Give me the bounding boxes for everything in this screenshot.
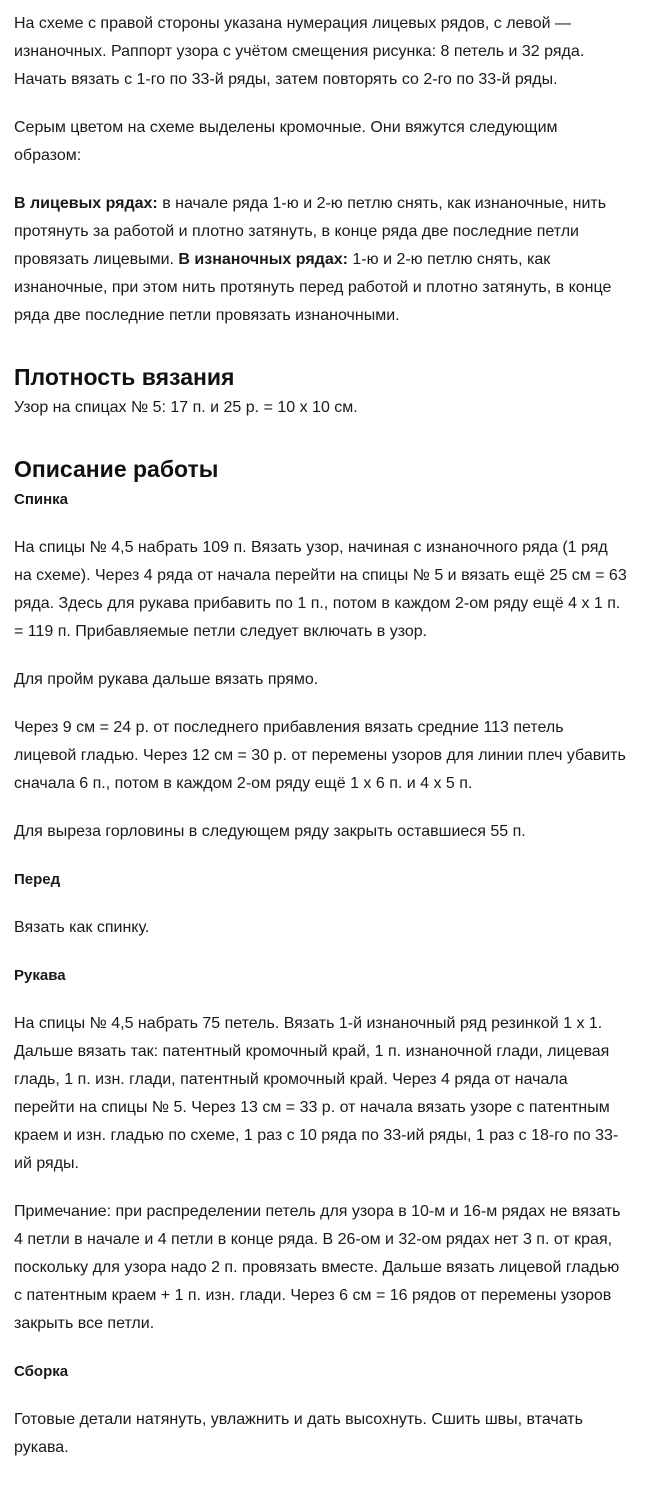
- front-title: Перед: [14, 871, 61, 888]
- front-paragraph-1: Вязать как спинку.: [14, 919, 150, 936]
- purl-rows-label: В изнаночных рядах:: [178, 251, 348, 268]
- density-heading: Плотность вязания: [14, 364, 235, 390]
- work-heading: Описание работы: [14, 456, 219, 482]
- assembly-paragraph-1: Готовые детали натянуть, увлажнить и дать высохнуть. Сшить швы, втачать рукава.: [14, 1411, 583, 1456]
- assembly-title: Сборка: [14, 1363, 69, 1380]
- knit-rows-text: в начале ряда 1-ю и 2-ю петлю снять, как изнаночные, нить протянуть за работой и плотно затянуть, в конце ряда две последние петли провязать лицевыми.: [14, 195, 607, 268]
- back-paragraph-3: Через 9 см = 24 р. от последнего прибавления вязать средние 113 петель лицевой гладью. Через 12 см = 30 р. от перемены узоров для линии плеч убавить сначала 6 п., потом в каждом 2-ом ряду ещё 1 х 6 п. и 4 х 5 п.: [14, 719, 626, 792]
- purl-rows-text: 1-ю и 2-ю петлю снять, как изнаночные, при этом нить протянуть перед работой и плотно затянуть, в конце ряда две последние петли провязать изнаночными.: [14, 251, 612, 324]
- sleeves-title: Рукава: [14, 967, 66, 984]
- sleeves-note-paragraph: Примечание: при распределении петель для узора в 10-м и 16-м рядах не вязать 4 петли в начале и 4 петли в конце ряда. В 26-ом и 32-ом рядах нет 3 п. от края, поскольку для узора надо 2 п. провязать вместе. Дальше вязать лицевой гладью с патентным краем + 1 п. изн. глади. Через 6 см = 16 рядов от перемены узоров закрыть все петли.: [14, 1203, 621, 1332]
- back-paragraph-1: На спицы № 4,5 набрать 109 п. Вязать узор, начиная с изнаночного ряда (1 ряд на схеме). Через 4 ряда от начала перейти на спицы № 5 и вязать ещё 25 см = 63 ряда. Здесь для рукава прибавить по 1 п., потом в каждом 2-ом ряду ещё 4 х 1 п. = 119 п. Прибавляемые петли следует включать в узор.: [14, 539, 627, 640]
- sleeves-paragraph-1: На спицы № 4,5 набрать 75 петель. Вязать 1-й изнаночный ряд резинкой 1 х 1. Дальше вязать так: патентный кромочный край, 1 п. изнаночной глади, лицевая гладь, 1 п. изн. глади, патентный кромочный край. Через 4 ряда от начала перейти на спицы № 5. Через 13 см = 33 р. от начала вязать узоре с патентным краем и изн. гладью по схеме, 1 раз с 10 ряда по 33-ий ряды, 1 раз с 18-го по 33-ий ряды.: [14, 1015, 619, 1172]
- back-paragraph-2: Для пройм рукава дальше вязать прямо.: [14, 671, 319, 688]
- back-paragraph-4: Для выреза горловины в следующем ряду закрыть оставшиеся 55 п.: [14, 823, 526, 840]
- intro-paragraph-2: Серым цветом на схеме выделены кромочные. Они вяжутся следующим образом:: [14, 119, 558, 164]
- back-title: Спинка: [14, 491, 69, 508]
- density-text: Узор на спицах № 5: 17 п. и 25 р. = 10 х 10 см.: [14, 399, 358, 416]
- intro-paragraph-1: На схеме с правой стороны указана нумерация лицевых рядов, с левой — изнаночных. Раппорт узора с учётом смещения рисунка: 8 петель и 32 ряда. Начать вязать с 1-го по 33-й ряды, затем повторять со 2-го по 33-й ряды.: [14, 15, 585, 88]
- intro-paragraph-3: [14, 190, 627, 330]
- knit-rows-label: В лицевых рядах:: [14, 195, 158, 212]
